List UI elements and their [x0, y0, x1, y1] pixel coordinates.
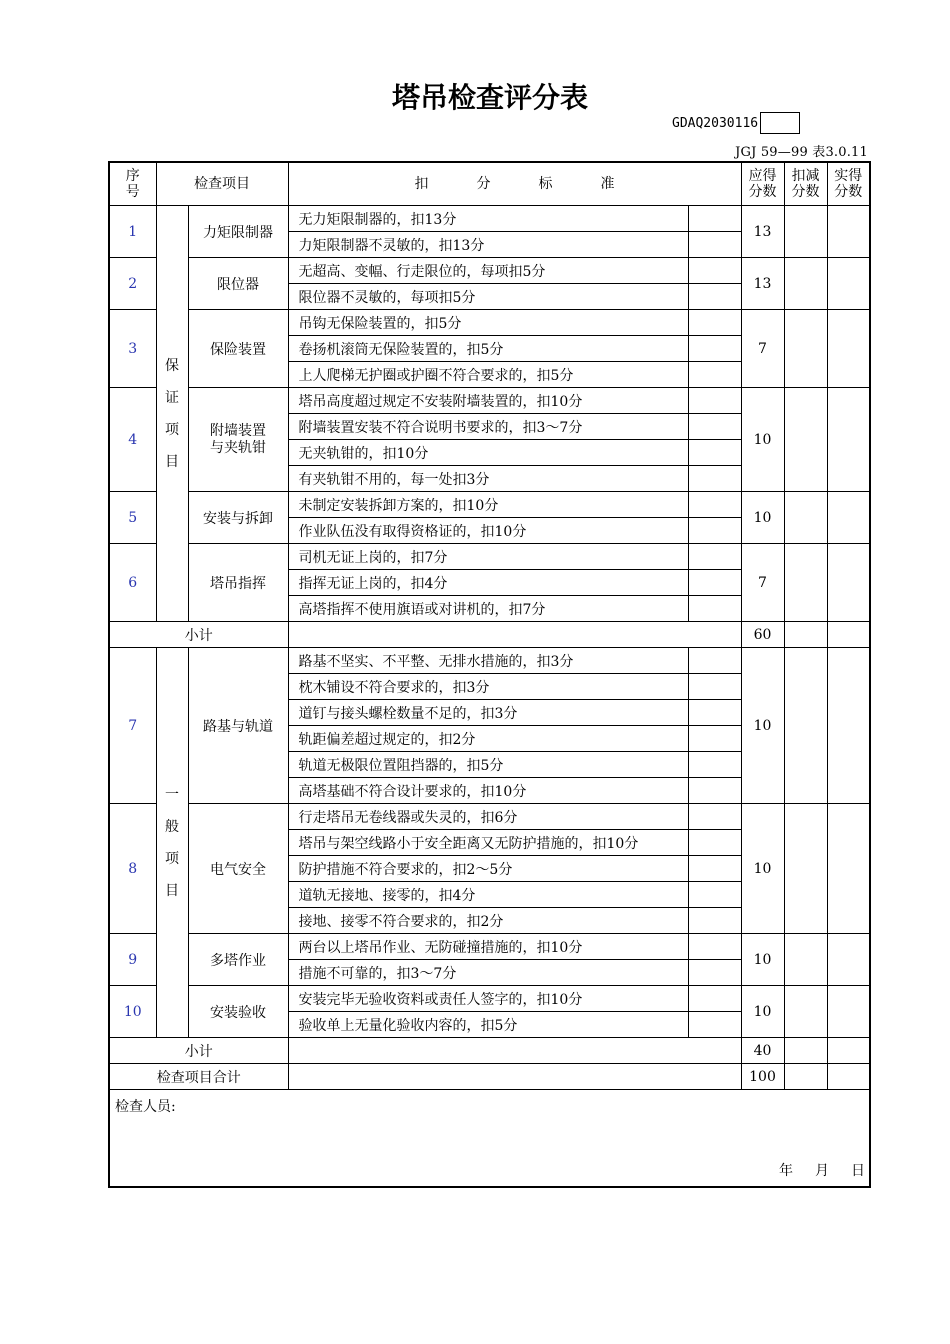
subtotal-row: [109, 1038, 870, 1064]
criterion-deduction-cell[interactable]: [688, 518, 741, 544]
criterion-deduction-cell[interactable]: [688, 882, 741, 908]
criterion-deduction-cell[interactable]: [688, 1012, 741, 1038]
actual-score-cell[interactable]: [827, 648, 870, 804]
criterion: 力矩限制器不灵敏的，扣13分: [288, 232, 688, 258]
criterion-deduction-cell[interactable]: [688, 232, 741, 258]
table-row: [109, 544, 870, 570]
should-score: 7: [741, 544, 784, 622]
subtotal-label: 小计: [109, 622, 288, 648]
deduct-score-cell[interactable]: [784, 648, 827, 804]
item-seq: 3: [109, 310, 156, 388]
table-row: [109, 206, 870, 232]
item-name: 多塔作业: [188, 934, 288, 986]
criterion-deduction-cell[interactable]: [688, 206, 741, 232]
total-should-score: 100: [741, 1064, 784, 1090]
header-standard: 扣 分 标 准: [288, 162, 741, 206]
criterion: 行走塔吊无卷线器或失灵的，扣6分: [288, 804, 688, 830]
subtotal-actual-cell[interactable]: [827, 622, 870, 648]
item-name: 附墙装置 与夹轨钳: [188, 388, 288, 492]
criterion-deduction-cell[interactable]: [688, 934, 741, 960]
criterion: 两台以上塔吊作业、无防碰撞措施的，扣10分: [288, 934, 688, 960]
criterion-deduction-cell[interactable]: [688, 414, 741, 440]
standard-reference: JGJ 59—99 表3.0.11: [735, 145, 868, 160]
should-score: 10: [741, 492, 784, 544]
criterion: 无夹轨钳的，扣10分: [288, 440, 688, 466]
form-code: [672, 112, 800, 134]
actual-score-cell[interactable]: [827, 258, 870, 310]
page-title: 塔吊检查评分表: [391, 81, 588, 114]
criterion: 道轨无接地、接零的，扣4分: [288, 882, 688, 908]
should-score: 13: [741, 258, 784, 310]
subtotal-standard-cell: [288, 622, 741, 648]
header-should-score: 应得 分数: [741, 162, 784, 206]
criterion: 路基不坚实、不平整、无排水措施的，扣3分: [288, 648, 688, 674]
criterion: 有夹轨钳不用的，每一处扣3分: [288, 466, 688, 492]
item-name: 安装与拆卸: [188, 492, 288, 544]
date-day: 日: [851, 1163, 865, 1179]
criterion-deduction-cell[interactable]: [688, 752, 741, 778]
deduct-score-cell[interactable]: [784, 544, 827, 622]
criterion-deduction-cell[interactable]: [688, 648, 741, 674]
deduct-score-cell[interactable]: [784, 258, 827, 310]
total-row: [109, 1064, 870, 1090]
criterion: 道钉与接头螺栓数量不足的，扣3分: [288, 700, 688, 726]
criterion-deduction-cell[interactable]: [688, 440, 741, 466]
item-seq: 9: [109, 934, 156, 986]
actual-score-cell[interactable]: [827, 544, 870, 622]
header-actual-score: 实得 分数: [827, 162, 870, 206]
table-row: [109, 934, 870, 960]
group-general: 一 般 项 目: [156, 648, 188, 1038]
deduct-score-cell[interactable]: [784, 804, 827, 934]
deduct-score-cell[interactable]: [784, 206, 827, 258]
item-seq: 6: [109, 544, 156, 622]
item-seq: 7: [109, 648, 156, 804]
subtotal-deduct-cell[interactable]: [784, 622, 827, 648]
item-name: 保险装置: [188, 310, 288, 388]
criterion-deduction-cell[interactable]: [688, 908, 741, 934]
group-guarantee: 保 证 项 目: [156, 206, 188, 622]
criterion: 轨距偏差超过规定的，扣2分: [288, 726, 688, 752]
table-row: [109, 310, 870, 336]
criterion: 未制定安装拆卸方案的，扣10分: [288, 492, 688, 518]
criterion-deduction-cell[interactable]: [688, 544, 741, 570]
criterion-deduction-cell[interactable]: [688, 284, 741, 310]
item-seq: 2: [109, 258, 156, 310]
actual-score-cell[interactable]: [827, 388, 870, 492]
criterion: 高塔基础不符合设计要求的，扣10分: [288, 778, 688, 804]
criterion: 无力矩限制器的，扣13分: [288, 206, 688, 232]
criterion: 司机无证上岗的，扣7分: [288, 544, 688, 570]
criterion: 安装完毕无验收资料或责任人签字的，扣10分: [288, 986, 688, 1012]
date-year: 年: [779, 1163, 793, 1179]
subtotal-should-score: 40: [741, 1038, 784, 1064]
subtotal-actual-cell[interactable]: [827, 1038, 870, 1064]
should-score: 10: [741, 648, 784, 804]
deduct-score-cell[interactable]: [784, 986, 827, 1038]
criterion-deduction-cell[interactable]: [688, 856, 741, 882]
item-seq: 10: [109, 986, 156, 1038]
criterion-deduction-cell[interactable]: [688, 700, 741, 726]
criterion: 吊钩无保险装置的，扣5分: [288, 310, 688, 336]
table-row: [109, 804, 870, 830]
criterion: 附墙装置安装不符合说明书要求的，扣3～7分: [288, 414, 688, 440]
should-score: 10: [741, 986, 784, 1038]
criterion-deduction-cell[interactable]: [688, 596, 741, 622]
deduct-score-cell[interactable]: [784, 934, 827, 986]
criterion-deduction-cell[interactable]: [688, 388, 741, 414]
criterion: 限位器不灵敏的，每项扣5分: [288, 284, 688, 310]
date-field: [757, 1160, 865, 1180]
criterion-deduction-cell[interactable]: [688, 830, 741, 856]
header-item: 检查项目: [156, 162, 288, 206]
criterion: 卷扬机滚筒无保险装置的，扣5分: [288, 336, 688, 362]
item-name: 力矩限制器: [188, 206, 288, 258]
criterion: 防护措施不符合要求的，扣2～5分: [288, 856, 688, 882]
criterion: 接地、接零不符合要求的，扣2分: [288, 908, 688, 934]
criterion-deduction-cell[interactable]: [688, 804, 741, 830]
item-seq: 1: [109, 206, 156, 258]
criterion-deduction-cell[interactable]: [688, 986, 741, 1012]
date-month: 月: [815, 1163, 829, 1179]
subtotal-row: [109, 622, 870, 648]
criterion-deduction-cell[interactable]: [688, 258, 741, 284]
subtotal-deduct-cell[interactable]: [784, 1038, 827, 1064]
criterion: 指挥无证上岗的，扣4分: [288, 570, 688, 596]
subtotal-standard-cell: [288, 1038, 741, 1064]
criterion-deduction-cell[interactable]: [688, 310, 741, 336]
actual-score-cell[interactable]: [827, 804, 870, 934]
criterion-deduction-cell[interactable]: [688, 336, 741, 362]
header-seq: 序 号: [109, 162, 156, 206]
deduct-score-cell[interactable]: [784, 388, 827, 492]
should-score: 10: [741, 804, 784, 934]
criterion: 验收单上无量化验收内容的，扣5分: [288, 1012, 688, 1038]
signature-row: [109, 1090, 870, 1188]
table-row: [109, 986, 870, 1012]
form-code-box[interactable]: [760, 112, 800, 134]
inspector-label: 检查人员:: [115, 1099, 176, 1115]
criterion-deduction-cell[interactable]: [688, 466, 741, 492]
criterion-deduction-cell[interactable]: [688, 492, 741, 518]
subtotal-label: 小计: [109, 1038, 288, 1064]
inspection-table: [108, 161, 871, 1188]
item-name: 电气安全: [188, 804, 288, 934]
criterion: 上人爬梯无护圈或护圈不符合要求的，扣5分: [288, 362, 688, 388]
criterion-deduction-cell[interactable]: [688, 570, 741, 596]
form-code-text: GDAQ2030116: [672, 115, 759, 131]
actual-score-cell[interactable]: [827, 934, 870, 986]
item-name: 塔吊指挥: [188, 544, 288, 622]
criterion: 轨道无极限位置阻挡器的，扣5分: [288, 752, 688, 778]
total-label: 检查项目合计: [109, 1064, 288, 1090]
criterion-deduction-cell[interactable]: [688, 726, 741, 752]
item-name: 路基与轨道: [188, 648, 288, 804]
item-seq: 5: [109, 492, 156, 544]
total-standard-cell: [288, 1064, 741, 1090]
total-deduct-cell[interactable]: [784, 1064, 827, 1090]
actual-score-cell[interactable]: [827, 206, 870, 258]
criterion-deduction-cell[interactable]: [688, 674, 741, 700]
should-score: 10: [741, 388, 784, 492]
criterion: 塔吊高度超过规定不安装附墙装置的，扣10分: [288, 388, 688, 414]
item-seq: 8: [109, 804, 156, 934]
should-score: 13: [741, 206, 784, 258]
table-row: [109, 492, 870, 518]
header-row: [109, 162, 870, 206]
table-row: [109, 258, 870, 284]
header-deduct-score: 扣减 分数: [784, 162, 827, 206]
inspector-signature-area[interactable]: [109, 1090, 870, 1188]
criterion: 枕木铺设不符合要求的，扣3分: [288, 674, 688, 700]
subtotal-should-score: 60: [741, 622, 784, 648]
table-row: [109, 388, 870, 414]
actual-score-cell[interactable]: [827, 492, 870, 544]
deduct-score-cell[interactable]: [784, 492, 827, 544]
item-name: 安装验收: [188, 986, 288, 1038]
criterion: 塔吊与架空线路小于安全距离又无防护措施的，扣10分: [288, 830, 688, 856]
deduct-score-cell[interactable]: [784, 310, 827, 388]
criterion-deduction-cell[interactable]: [688, 960, 741, 986]
actual-score-cell[interactable]: [827, 986, 870, 1038]
total-actual-cell[interactable]: [827, 1064, 870, 1090]
item-name: 限位器: [188, 258, 288, 310]
criterion-deduction-cell[interactable]: [688, 778, 741, 804]
table-row: [109, 648, 870, 674]
criterion: 无超高、变幅、行走限位的，每项扣5分: [288, 258, 688, 284]
criterion-deduction-cell[interactable]: [688, 362, 741, 388]
item-seq: 4: [109, 388, 156, 492]
criterion: 措施不可靠的，扣3～7分: [288, 960, 688, 986]
criterion: 作业队伍没有取得资格证的，扣10分: [288, 518, 688, 544]
should-score: 7: [741, 310, 784, 388]
actual-score-cell[interactable]: [827, 310, 870, 388]
criterion: 高塔指挥不使用旗语或对讲机的，扣7分: [288, 596, 688, 622]
should-score: 10: [741, 934, 784, 986]
